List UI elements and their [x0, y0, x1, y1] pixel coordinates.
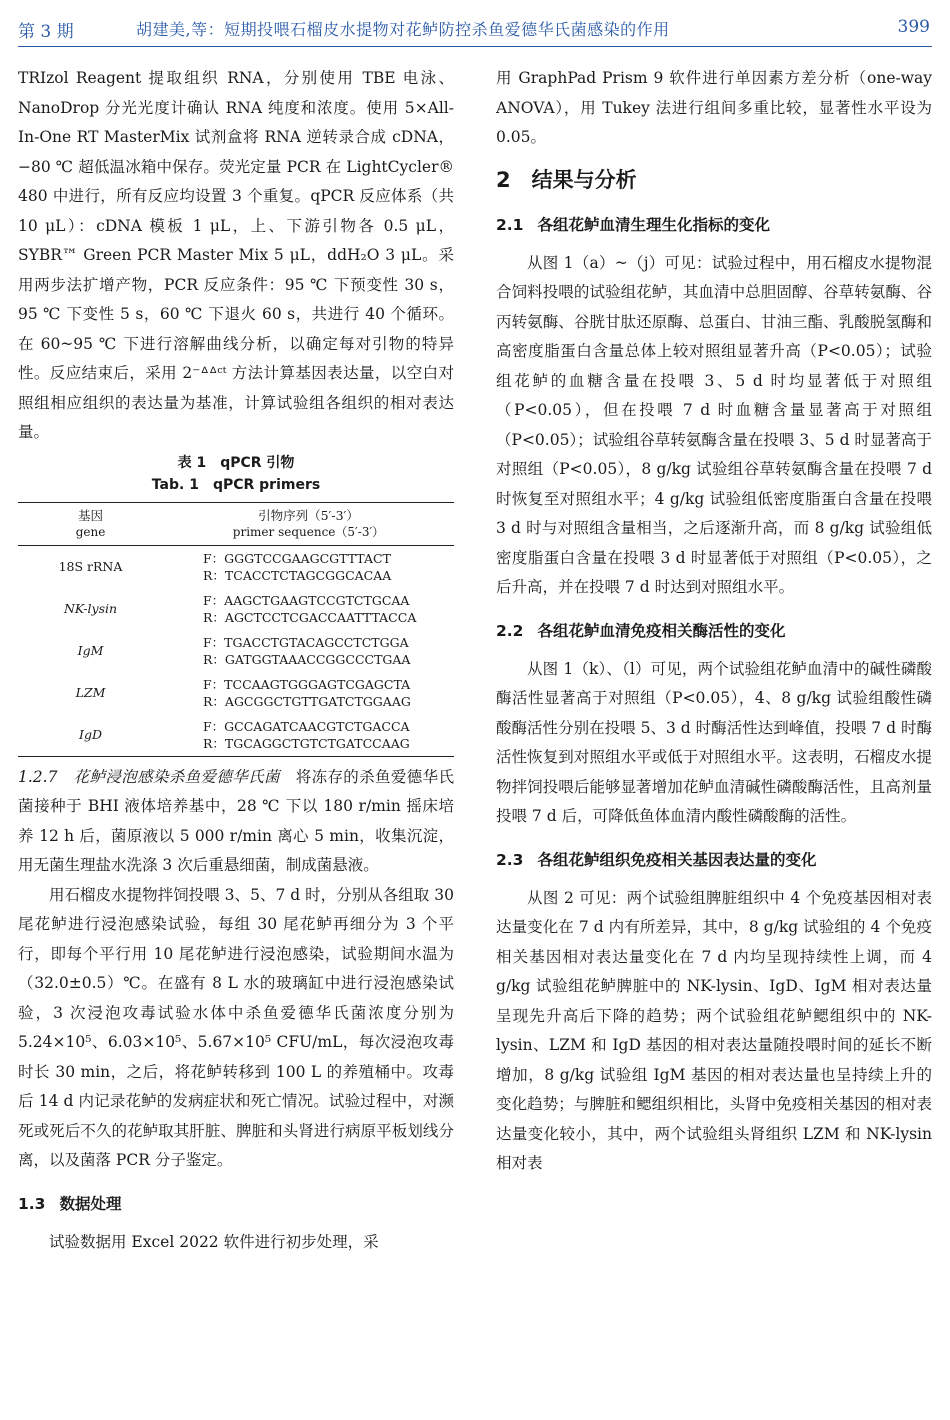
primer-pair [163, 630, 454, 672]
reverse-primer: R：AGCGGCTGTTGATCTGGAAG [203, 693, 411, 709]
section-number: 1.3 [18, 1194, 46, 1213]
section-number: 2.2 [496, 621, 524, 640]
paragraph-stats-cont: 用 GraphPad Prism 9 软件进行单因素方差分析（one-way ANOVA），用 Tukey 法进行组间多重比较，显著性水平设为 0.05。 [496, 69, 932, 146]
gene-name: IgM [77, 643, 104, 658]
left-column [18, 64, 454, 1257]
primer-table [18, 502, 454, 757]
primer-pair [163, 672, 454, 714]
paragraph-qpcr-method: TRIzol Reagent 提取组织 RNA，分别使用 TBE 电泳、NanoDrop 分光光度计确认 RNA 纯度和浓度。使用 5×All-In-One RT MasterMix 试剂盒将 RNA 逆转录合成 cDNA，−80 ℃ 超低温冰箱中保存。荧光定量 PCR 在 LightCycler® 480 中进行，所有反应均设置 3 个重复。qPCR 反应体系（共 10 μL）：cDNA 模板 1 μL，上、下游引物各 0.5 μL，SYBR™ Green PCR Master Mix 5 μL，ddH₂O 3 μL。采用两步法扩增产物，PCR 反应条件：95 ℃ 下预变性 30 s，95 ℃ 下变性 5 s，60 ℃ 下退火 60 s，共进行 40 个循环。在 60~95 ℃ 下进行溶解曲线分析，以确定每对引物的特异性。反应结束后，采用 2⁻ᐞᐞᶜᵗ 方法计算基因表达量，以空白对照组相应组织的表达量为基准，计算试验组各组织的相对表达量。 [18, 69, 454, 441]
forward-primer: F：GCCAGATCAACGTCTGACCA [203, 718, 410, 734]
header-seq-cn: 引物序列（5′-3′） [258, 507, 359, 523]
table-row [18, 672, 454, 714]
paragraph-data-processing: 试验数据用 Excel 2022 软件进行初步处理，采 [49, 1232, 379, 1251]
page-number: 399 [897, 17, 930, 37]
running-title: 胡建美,等：短期投喂石榴皮水提物对花鲈防控杀鱼爱德华氏菌感染的作用 [136, 20, 670, 39]
table-row [18, 630, 454, 672]
table-header-sequence [163, 502, 454, 545]
header-seq-en: primer sequence（5′-3′） [232, 524, 385, 539]
header-divider [18, 46, 932, 47]
primer-pair [163, 545, 454, 588]
section-number: 2.3 [496, 850, 524, 869]
section-title: 各组花鲈血清免疫相关酶活性的变化 [537, 621, 786, 640]
reverse-primer: R：TGCAGGCTGTCTGATCCAAG [203, 735, 410, 751]
table-row [18, 714, 454, 757]
paragraph-infection-prep [18, 763, 454, 881]
section-heading-2-3 [496, 846, 932, 874]
table-caption-cn: 表 1 qPCR 引物 [177, 454, 295, 471]
section-number: 2 [496, 167, 511, 192]
section-title: 数据处理 [59, 1194, 122, 1213]
table-row [18, 545, 454, 588]
reverse-primer: R：AGCTCCTCGACCAATTTACCA [203, 609, 417, 625]
table-row [18, 588, 454, 630]
section-title: 结果与分析 [531, 167, 637, 192]
subsection-heading-1-2-7: 1.2.7 花鲈浸泡感染杀鱼爱德华氏菌 [18, 767, 280, 786]
issue-number: 第 3 期 [18, 22, 74, 42]
primer-pair [163, 714, 454, 757]
paragraph-2-1: 从图 1（a）~（j）可见：试验过程中，用石榴皮水提物混合饲料投喂的试验组花鲈，其血清中总胆固醇、谷草转氨酶、谷丙转氨酶、谷胱甘肽还原酶、总蛋白、甘油三酯、乳酸脱氢酶和高密度脂蛋白含量总体上较对照组显著升高（P<0.05）；试验组花鲈的血糖含量在投喂 3、5 d 时均显著低于对照组（P<0.05），但在投喂 7 d 时血糖含量显著高于对照组（P<0.05）；试验组谷草转氨酶含量在投喂 3、5 d 时显著高于对照组（P<0.05），8 g/kg 试验组谷草转氨酶含量在投喂 7 d 时恢复至对照组水平；4 g/kg 试验组低密度脂蛋白含量在投喂 3 d 时与对照组含量相当，之后逐渐升高，而 8 g/kg 试验组低密度脂蛋白含量在投喂 3 d 时显著低于对照组（P<0.05），之后升高，并在投喂 7 d 时达到对照组水平。 [496, 253, 932, 596]
reverse-primer: R：GATGGTAAACCGGCCCTGAA [203, 651, 411, 667]
forward-primer: F：TCCAAGTGGGAGTCGAGCTA [203, 676, 411, 692]
gene-name: NK-lysin [63, 601, 118, 616]
paragraph-infection-trial: 用石榴皮水提物拌饲投喂 3、5、7 d 时，分别从各组取 30 尾花鲈进行浸泡感染试验，每组 30 尾花鲈再细分为 3 个平行，即每个平行用 10 尾花鲈进行浸泡感染，试验期间水温为（32.0±0.5）℃。在盛有 8 L 水的玻璃缸中进行浸泡感染试验，3 次浸泡攻毒试验水体中杀鱼爱德华氏菌浓度分别为 5.24×10⁵、6.03×10⁵、5.67×10⁵ CFU/mL，每次浸泡攻毒时长 30 min，之后，将花鲈转移到 100 L 的养殖桶中。攻毒后 14 d 内记录花鲈的发病症状和死亡情况。试验过程中，对濒死或死后不久的花鲈取其肝脏、脾脏和头肾进行病原平板划线分离，以及菌落 PCR 分子鉴定。 [18, 885, 454, 1169]
paragraph-2-2: 从图 1（k）、（l）可见，两个试验组花鲈血清中的碱性磷酸酶活性显著高于对照组（P<0.05），4、8 g/kg 试验组酸性磷酸酶活性分别在投喂 5、3 d 时酶活性达到峰值，投喂 7 d 时酶活性恢复到对照组水平或低于对照组水平。这表明，石榴皮水提物拌饲投喂后能够显著增加花鲈血清碱性磷酸酶活性，且高剂量投喂 7 d 后，可降低鱼体血清内酸性磷酸酶的活性。 [496, 659, 932, 825]
section-title: 各组花鲈组织免疫相关基因表达量的变化 [537, 850, 817, 869]
section-heading-2-2 [496, 617, 932, 645]
reverse-primer: R：TCACCTCTAGCGGCACAA [203, 567, 392, 583]
header-gene-cn: 基因 [77, 507, 103, 523]
forward-primer: F：AAGCTGAAGTCCGTCTGCAA [203, 592, 410, 608]
right-column [496, 64, 932, 1179]
running-header [18, 14, 932, 44]
header-gene-en: gene [75, 524, 106, 539]
gene-name: LZM [75, 685, 106, 700]
section-number: 2.1 [496, 215, 524, 234]
forward-primer: F：GGGTCCGAAGCGTTTACT [203, 550, 391, 566]
section-heading-1-3 [18, 1190, 454, 1218]
subsection-text-1-2-7: 将冻存的杀鱼爱德华氏菌接种于 BHI 液体培养基中，28 ℃ 下以 180 r/min 摇床培养 12 h 后，菌原液以 5 000 r/min 离心 5 min，收集沉淀，用无菌生理盐水洗涤 3 次后重悬细菌，制成菌悬液。 [18, 767, 454, 874]
table-caption-en: Tab. 1 qPCR primers [151, 476, 321, 493]
section-heading-2-1 [496, 211, 932, 239]
section-heading-2 [496, 165, 932, 195]
gene-name: IgD [18, 714, 163, 757]
paragraph-2-3: 从图 2 可见：两个试验组脾脏组织中 4 个免疫基因相对表达量变化在 7 d 内有所差异，其中，8 g/kg 试验组的 4 个免疫相关基因相对表达量变化在 7 d 内均呈现持续性上调，而 4 g/kg 试验组花鲈脾脏中的 NK-lysin、IgD、IgM 相对表达量呈现先升高后下降的趋势；两个试验组花鲈鳃组织中的 NK-lysin、LZM 和 IgD 基因的相对表达量随投喂时间的延长不断增加，8 g/kg 试验组 IgM 基因的相对表达量也呈持续上升的变化趋势；与脾脏和鳃组织相比，头肾中免疫相关基因的相对表达量变化较小，其中，两个试验组头肾组织 LZM 和 NK-lysin 相对表 [496, 888, 932, 1172]
primer-pair [163, 588, 454, 630]
gene-name: 18S rRNA [58, 559, 123, 574]
forward-primer: F：TGACCTGTACAGCCTCTGGA [203, 634, 409, 650]
section-title: 各组花鲈血清生理生化指标的变化 [537, 215, 770, 234]
table-header-gene [18, 502, 163, 545]
